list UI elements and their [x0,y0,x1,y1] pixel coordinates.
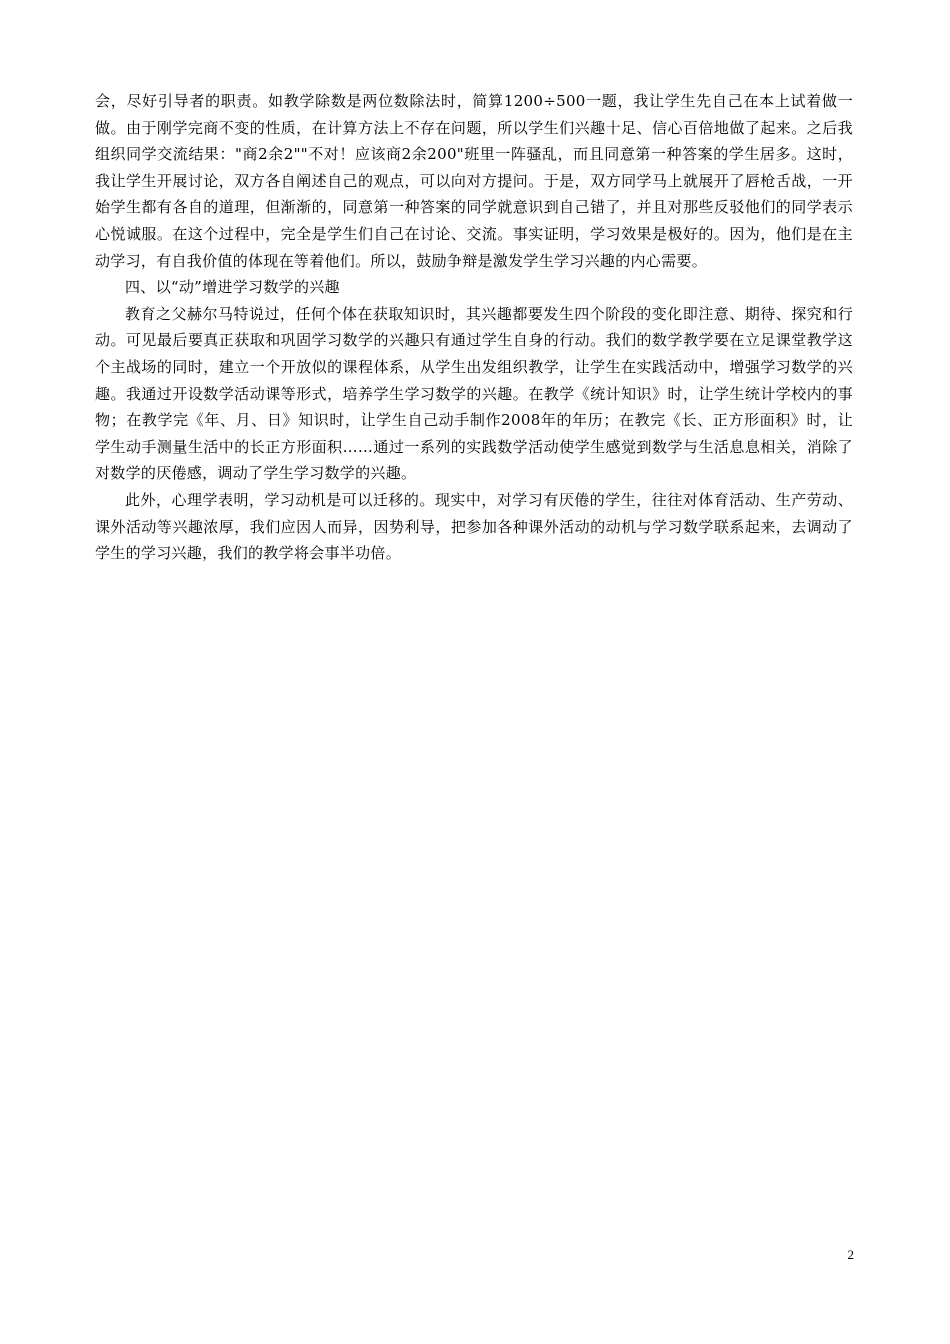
paragraph-motivation-transfer: 此外，心理学表明，学习动机是可以迁移的。现实中，对学习有厌倦的学生，往往对体育活动、生产劳动、课外活动等兴趣浓厚，我们应因人而异，因势利导，把参加各种课外活动的动机与学习数学联系起来，去调动了学生的学习兴趣，我们的教学将会事半功倍。 [95,490,853,563]
page-content [95,88,853,567]
section-heading-four: 四、以“动”增进学习数学的兴趣 [125,278,340,297]
page-number: 2 [847,1247,854,1262]
paragraph-continuation: 会，尽好引导者的职责。如教学除数是两位数除法时，简算1200÷500一题，我让学生先自己在本上试着做一做。由于刚学完商不变的性质，在计算方法上不存在问题，所以学生们兴趣十足、信心百倍地做了起来。之后我组织同学交流结果："商2余2""不对！应该商2余200"班里一阵骚乱，而且同意第一种答案的学生居多。这时，我让学生开展讨论，双方各自阐述自己的观点，可以向对方提问。于是，双方同学马上就展开了唇枪舌战，一开始学生都有各自的道理，但渐渐的，同意第一种答案的同学就意识到自己错了，并且对那些反驳他们的同学表示心悦诚服。在这个过程中，完全是学生们自己在讨论、交流。事实证明，学习效果是极好的。因为，他们是在主动学习，有自我价值的体现在等着他们。所以，鼓励争辩是激发学生学习兴趣的内心需要。 [95,92,853,270]
paragraph-herbart: 教育之父赫尔马特说过，任何个体在获取知识时，其兴趣都要发生四个阶段的变化即注意、期待、探究和行动。可见最后要真正获取和巩固学习数学的兴趣只有通过学生自身的行动。我们的数学教学要在立足课堂教学这个主战场的同时，建立一个开放似的课程体系，从学生出发组织教学，让学生在实践活动中，增强学习数学的兴趣。我通过开设数学活动课等形式，培养学生学习数学的兴趣。在教学《统计知识》时，让学生统计学校内的事物；在教学完《年、月、日》知识时，让学生自己动手制作2008年的年历；在教完《长、正方形面积》时，让学生动手测量生活中的长正方形面积……通过一系列的实践数学活动使学生感觉到数学与生活息息相关，消除了对数学的厌倦感，调动了学生学习数学的兴趣。 [95,304,853,483]
